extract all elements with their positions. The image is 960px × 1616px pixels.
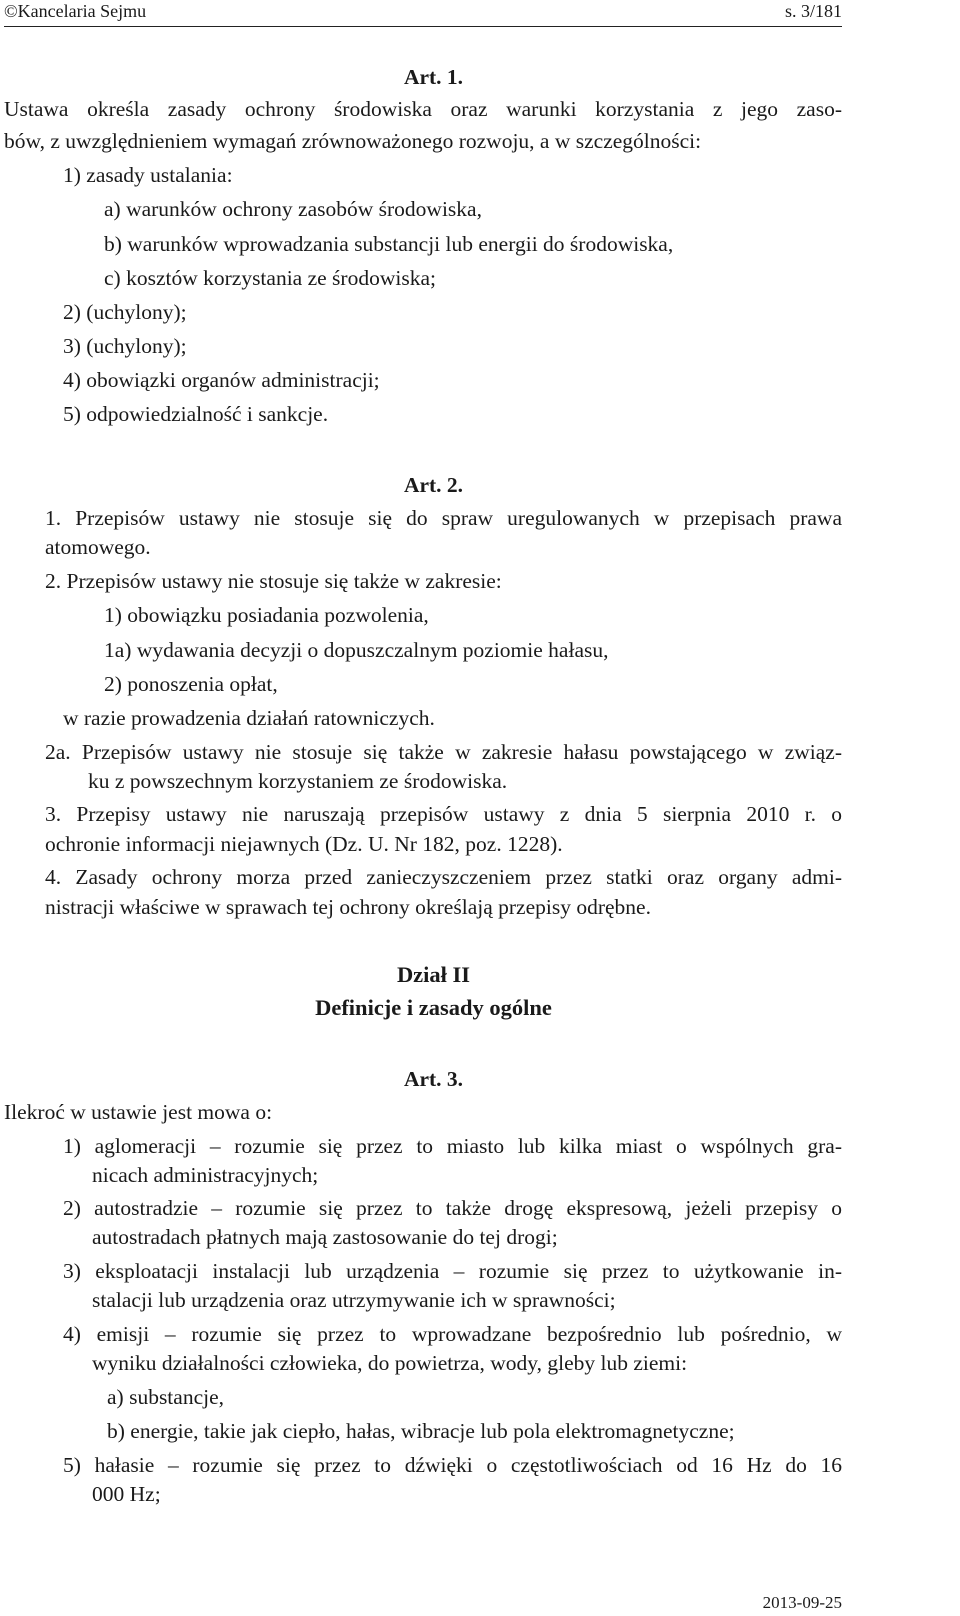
art1-point-1c: c) kosztów korzystania ze środowiska; (104, 266, 436, 290)
art1-point-2: 2) (uchylony); (63, 300, 187, 324)
art3-def4-line1: 4) emisji – rozumie się przez to wprowadzane bezpośrednio lub pośrednio, w (63, 1322, 842, 1346)
art2-para2-tail: w razie prowadzenia działań ratowniczych. (63, 706, 435, 730)
art1-point-1b: b) warunków wprowadzania substancji lub energii do środowiska, (104, 232, 674, 256)
art2-para4-line2: nistracji właściwe w sprawach tej ochrony określają przepisy odrębne. (45, 895, 651, 919)
art1-intro-line2: bów, z uwzględnieniem wymagań zrównoważonego rozwoju, a w szczególności: (4, 129, 702, 153)
art3-def4-a: a) substancje, (107, 1385, 225, 1409)
footer-date: 2013-09-25 (762, 1593, 842, 1612)
art3-def1-line1: 1) aglomeracji – rozumie się przez to miasto lub kilka miast o wspólnych gra- (63, 1134, 842, 1158)
chapter-heading: Dział II (396, 962, 471, 987)
art3-def5-line2: 000 Hz; (92, 1482, 161, 1506)
art1-point-1: 1) zasady ustalania: (63, 163, 233, 187)
art2-para2: 2. Przepisów ustawy nie stosuje się także w zakresie: (45, 569, 502, 593)
art3-def3-line2: stalacji lub urządzenia oraz utrzymywanie ich w sprawności; (92, 1288, 616, 1312)
art1-point-3: 3) (uchylony); (63, 334, 187, 358)
art3-def3-line1: 3) eksploatacji instalacji lub urządzenia – rozumie się przez to użytkowanie in- (63, 1259, 842, 1283)
article-2-heading: Art. 2. (403, 473, 464, 497)
art3-intro: Ilekroć w ustawie jest mowa o: (4, 1100, 273, 1124)
chapter-subtitle: Definicje i zasady ogólne (315, 995, 552, 1020)
article-3-heading: Art. 3. (403, 1067, 464, 1091)
art2-para4-line1: 4. Zasady ochrony morza przed zanieczyszczeniem przez statki oraz organy admi- (45, 865, 842, 889)
publisher-label: ©Kancelaria Sejmu (4, 1, 147, 21)
art2-para2-point2: 2) ponoszenia opłat, (104, 672, 278, 696)
art2-para2a-line2: ku z powszechnym korzystaniem ze środowiska. (88, 769, 508, 793)
art2-para2-point1a: 1a) wydawania decyzji o dopuszczalnym poziomie hałasu, (104, 638, 609, 662)
page-header (4, 0, 842, 27)
art3-def2-line2: autostradach płatnych mają zastosowanie do tej drogi; (92, 1225, 558, 1249)
art3-def4-b: b) energie, takie jak ciepło, hałas, wibracje lub pola elektromagnetyczne; (107, 1419, 735, 1443)
article-1-heading: Art. 1. (403, 65, 464, 89)
art2-para2a-line1: 2a. Przepisów ustawy nie stosuje się także w zakresie hałasu powstającego w związ- (45, 740, 842, 764)
art3-def2-line1: 2) autostradzie – rozumie się przez to także drogę ekspresową, jeżeli przepisy o (63, 1196, 842, 1220)
art3-def4-line2: wyniku działalności człowieka, do powietrza, wody, gleby lub ziemi: (92, 1351, 688, 1375)
art2-para3-line1: 3. Przepisy ustawy nie naruszają przepisów ustawy z dnia 5 sierpnia 2010 r. o (45, 802, 842, 826)
art1-point-4: 4) obowiązki organów administracji; (63, 368, 380, 392)
art1-point-1a: a) warunków ochrony zasobów środowiska, (104, 197, 482, 221)
art3-def1-line2: nicach administracyjnych; (92, 1163, 319, 1187)
art2-para2-point1: 1) obowiązku posiadania pozwolenia, (104, 603, 429, 627)
art2-para1-line2: atomowego. (45, 535, 151, 559)
art2-para1-line1: 1. Przepisów ustawy nie stosuje się do spraw uregulowanych w przepisach prawa (45, 506, 842, 530)
page-number: s. 3/181 (784, 1, 842, 21)
art1-intro-line1: Ustawa określa zasady ochrony środowiska oraz warunki korzystania z jego zaso- (4, 97, 842, 121)
art2-para3-line2: ochronie informacji niejawnych (Dz. U. Nr 182, poz. 1228). (45, 832, 563, 856)
art3-def5-line1: 5) hałasie – rozumie się przez to dźwięki o częstotliwościach od 16 Hz do 16 (63, 1453, 842, 1477)
art1-point-5: 5) odpowiedzialność i sankcje. (63, 402, 329, 426)
